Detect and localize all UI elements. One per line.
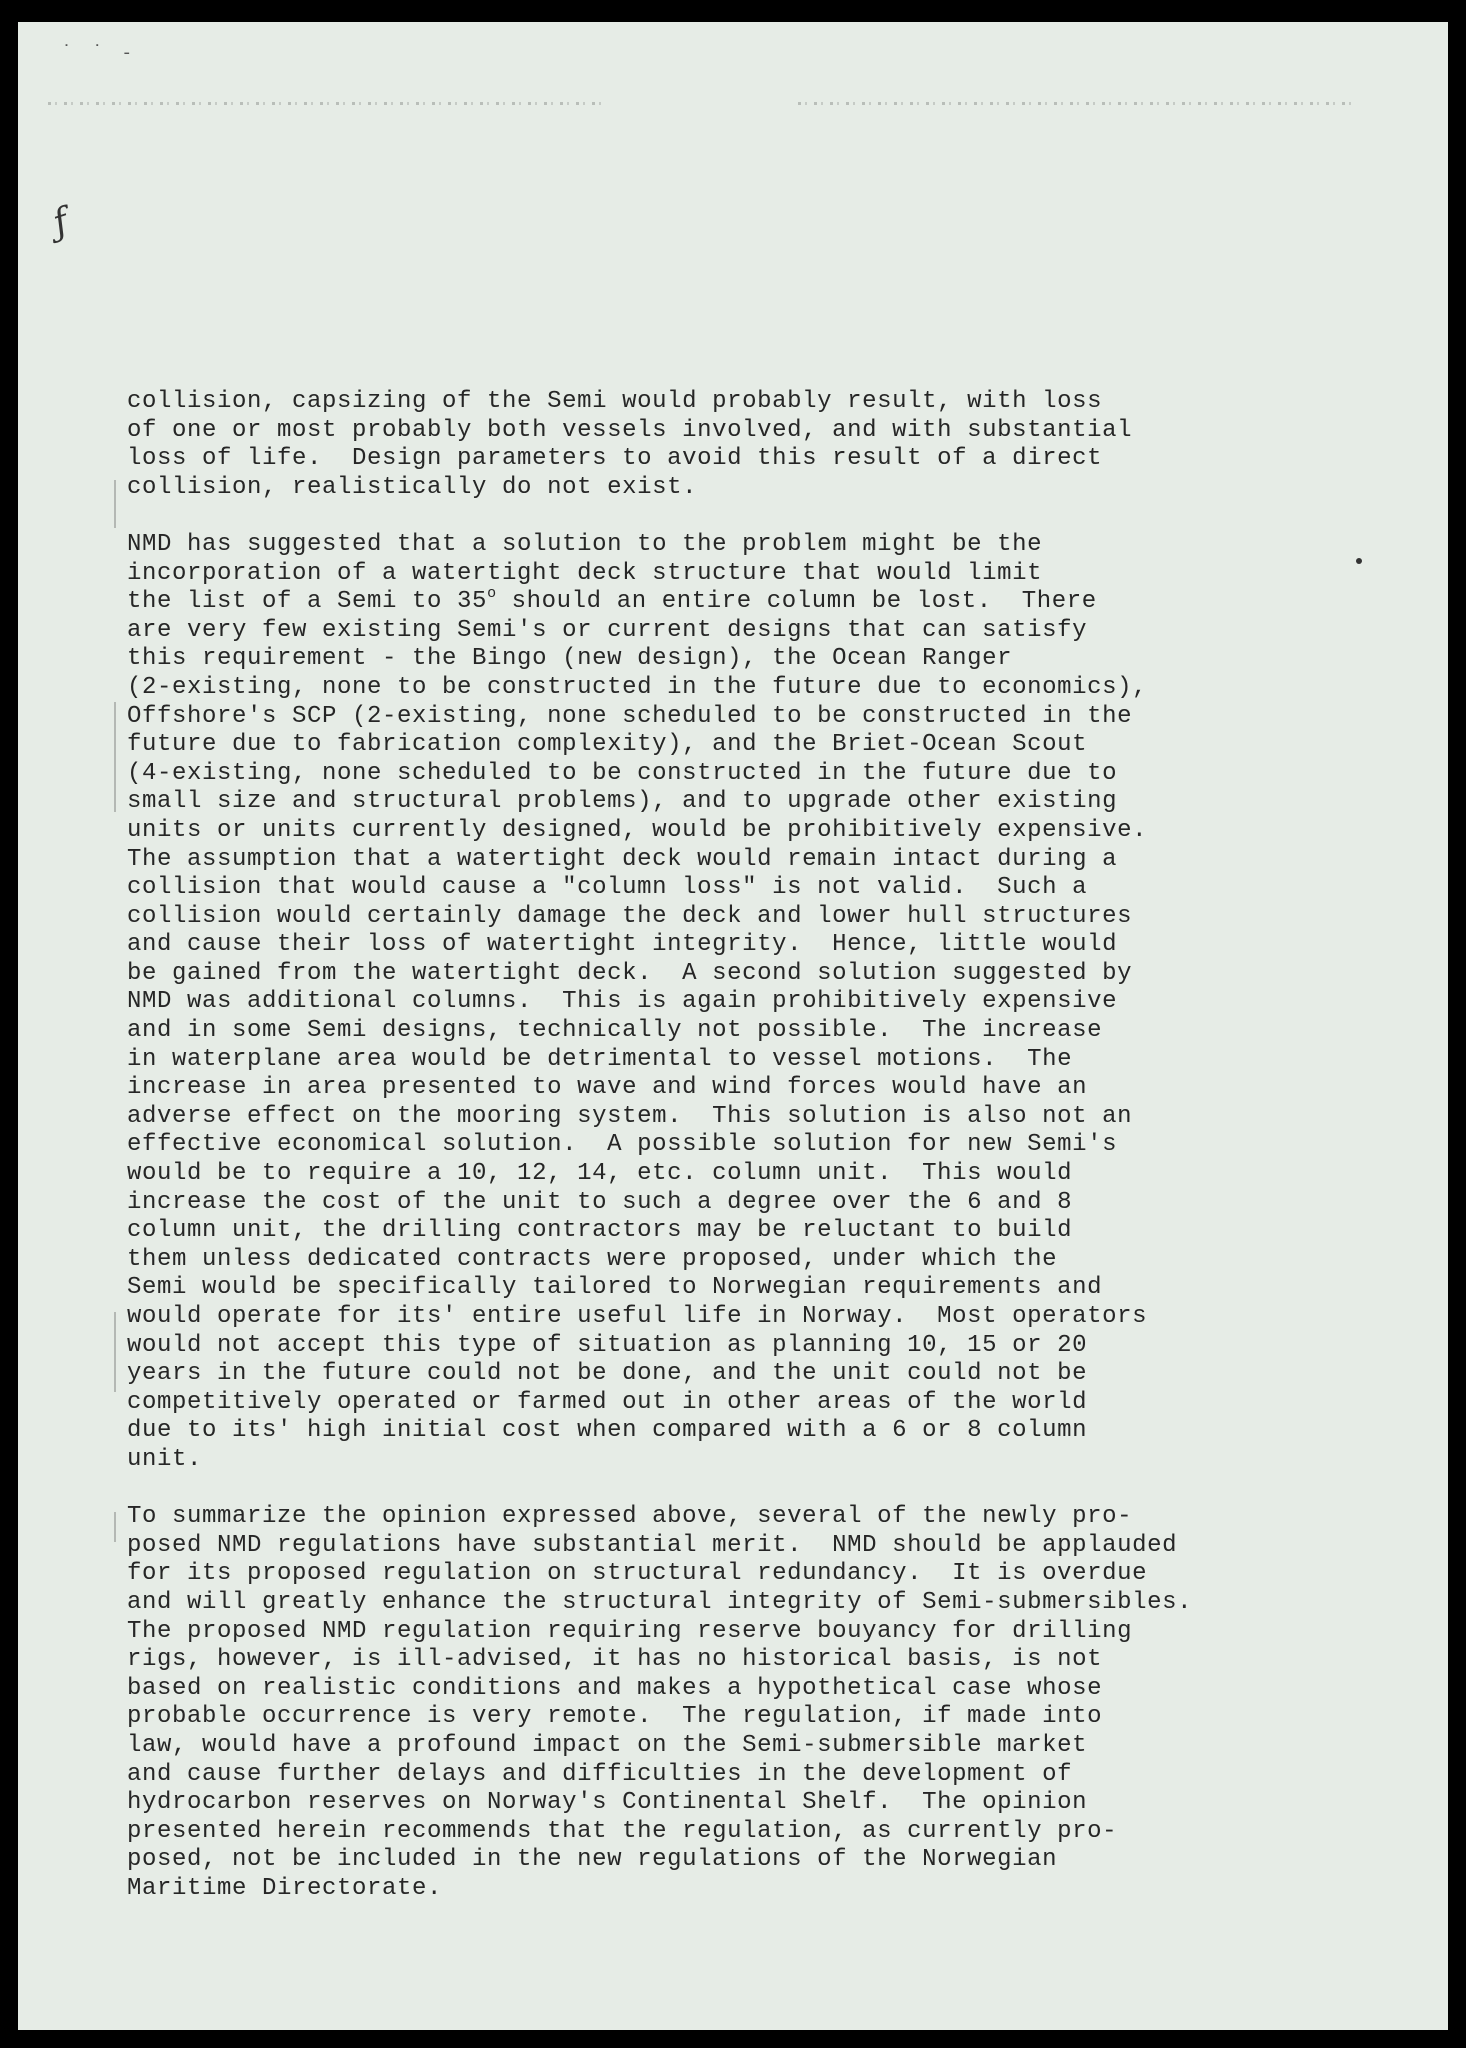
text-line: increase in area presented to wave and wind forces would have an xyxy=(127,1074,1088,1102)
text-line: in waterplane area would be detrimental to vessel motions. The xyxy=(127,1045,1073,1073)
text-line: this requirement - the Bingo (new design), the Ocean Ranger xyxy=(127,645,1013,673)
text-line: unit. xyxy=(127,1445,203,1473)
text-line: Offshore's SCP (2-existing, none scheduled to be constructed in the xyxy=(127,702,1133,730)
text-line: The proposed NMD regulation requiring reserve bouyancy for drilling xyxy=(127,1617,1133,1645)
text-line: and in some Semi designs, technically not possible. The increase xyxy=(127,1017,1103,1045)
text-line: and cause their loss of watertight integrity. Hence, little would xyxy=(127,931,1118,959)
text-line: future due to fabrication complexity), and the Briet-Ocean Scout xyxy=(127,731,1088,759)
text-line: be gained from the watertight deck. A second solution suggested by xyxy=(127,959,1133,987)
text-line: loss of life. Design parameters to avoid this result of a direct xyxy=(127,445,1103,473)
text-line: (2-existing, none to be constructed in the future due to economics), xyxy=(127,673,1148,701)
degree-superscript: o xyxy=(487,585,497,603)
document-body xyxy=(127,388,1352,1903)
text-line: of one or most probably both vessels involved, and with substantial xyxy=(127,416,1133,444)
text-line: Maritime Directorate. xyxy=(127,1874,443,1902)
text-line: would not accept this type of situation as planning 10, 15 or 20 xyxy=(127,1331,1088,1359)
margin-bar xyxy=(114,1312,116,1392)
paragraph xyxy=(127,531,1352,1475)
text-line: increase the cost of the unit to such a degree over the 6 and 8 xyxy=(127,1188,1073,1216)
text-line: posed NMD regulations have substantial merit. NMD should be applauded xyxy=(127,1531,1178,1559)
handwritten-mark: ƒ xyxy=(47,200,74,245)
text-line: incorporation of a watertight deck structure that would limit xyxy=(127,559,1043,587)
text-line: based on realistic conditions and makes a hypothetical case whose xyxy=(127,1674,1103,1702)
text-line: rigs, however, is ill-advised, it has no historical basis, is not xyxy=(127,1646,1103,1674)
text-line: collision, capsizing of the Semi would probably result, with loss xyxy=(127,388,1103,415)
scan-noise-line xyxy=(48,102,608,105)
text-line: due to its' high initial cost when compared with a 6 or 8 column xyxy=(127,1417,1088,1445)
text-line: collision would certainly damage the deck and lower hull structures xyxy=(127,902,1133,930)
text-line: would be to require a 10, 12, 14, etc. column unit. This would xyxy=(127,1160,1073,1188)
text-line: and cause further delays and difficulties in the development of xyxy=(127,1760,1073,1788)
text-line: small size and structural problems), and to upgrade other existing xyxy=(127,788,1118,816)
text-line: law, would have a profound impact on the Semi-submersible market xyxy=(127,1731,1088,1759)
scan-noise-line xyxy=(798,102,1358,105)
paragraph xyxy=(127,388,1352,502)
text-line: effective economical solution. A possible solution for new Semi's xyxy=(127,1131,1118,1159)
text-line: NMD has suggested that a solution to the problem might be the xyxy=(127,530,1043,558)
margin-bar xyxy=(114,480,116,528)
text-line: would operate for its' entire useful life in Norway. Most operators xyxy=(127,1303,1148,1330)
text-line: (4-existing, none scheduled to be constructed in the future due to xyxy=(127,759,1118,787)
text-line: hydrocarbon reserves on Norway's Continental Shelf. The opinion xyxy=(127,1789,1088,1817)
text-line: probable occurrence is very remote. The regulation, if made into xyxy=(127,1703,1103,1731)
text-line: are very few existing Semi's or current designs that can satisfy xyxy=(127,616,1088,644)
text-line: presented herein recommends that the regulation, as currently pro- xyxy=(127,1817,1118,1845)
margin-bar xyxy=(114,1512,116,1542)
text-line: for its proposed regulation on structural redundancy. It is overdue xyxy=(127,1560,1148,1588)
text-line: and will greatly enhance the structural integrity of Semi-submersibles. xyxy=(127,1588,1193,1616)
text-line: years in the future could not be done, and the unit could not be xyxy=(127,1360,1088,1388)
margin-bar xyxy=(114,702,116,812)
text-line: collision, realistically do not exist. xyxy=(127,473,698,501)
text-run: the list of a Semi to 35 xyxy=(127,588,488,616)
text-line: posed, not be included in the new regulations of the Norwegian xyxy=(127,1846,1058,1874)
text-line: The assumption that a watertight deck would remain intact during a xyxy=(127,845,1118,873)
ink-dot xyxy=(1356,558,1362,564)
text-line: column unit, the drilling contractors may be reluctant to build xyxy=(127,1217,1073,1245)
text-line xyxy=(127,585,1352,617)
text-line: collision that would cause a "column loss" is not valid. Such a xyxy=(127,874,1088,902)
corner-scan-mark: ˙ ˙ - xyxy=(62,42,138,63)
text-line: adverse effect on the mooring system. This solution is also not an xyxy=(127,1102,1133,1130)
text-line: Semi would be specifically tailored to Norwegian requirements and xyxy=(127,1274,1103,1302)
document-page xyxy=(18,22,1448,2030)
text-line: NMD was additional columns. This is again prohibitively expensive xyxy=(127,988,1118,1016)
text-line: them unless dedicated contracts were proposed, under which the xyxy=(127,1245,1058,1273)
text-line: competitively operated or farmed out in other areas of the world xyxy=(127,1388,1088,1416)
text-run: should an entire column be lost. There xyxy=(496,588,1097,616)
text-line: To summarize the opinion expressed above, several of the newly pro- xyxy=(127,1503,1133,1531)
paragraph xyxy=(127,1503,1352,1903)
text-line: units or units currently designed, would be prohibitively expensive. xyxy=(127,816,1148,844)
